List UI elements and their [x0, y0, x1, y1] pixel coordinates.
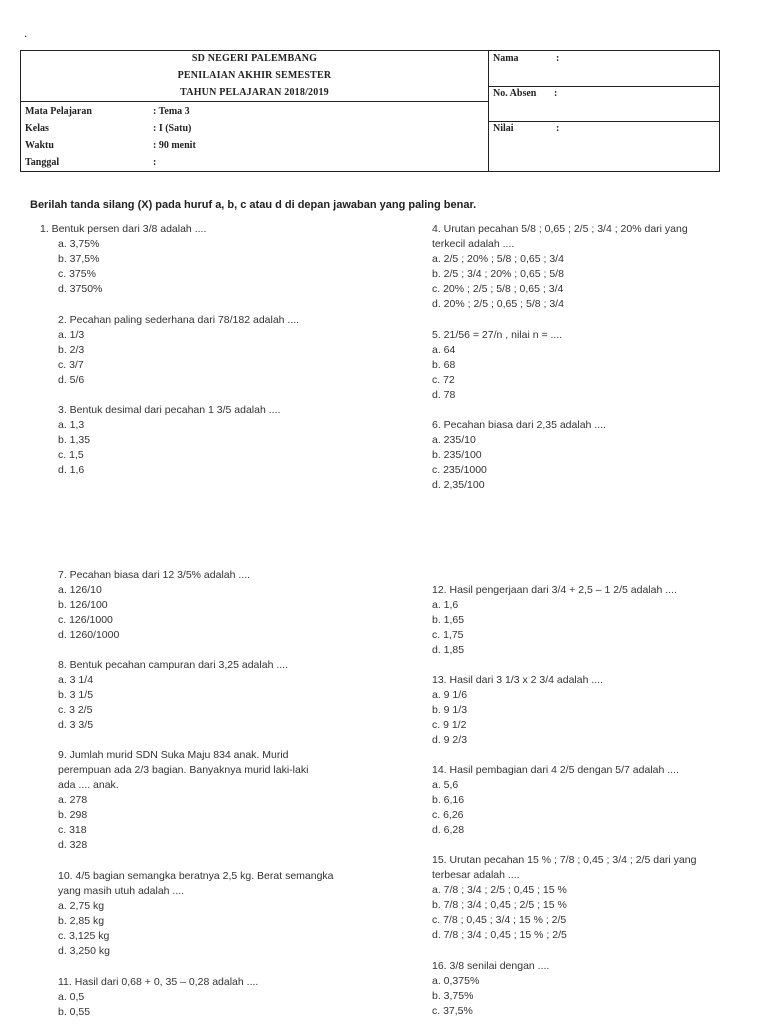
answer-option: b. 298 — [58, 809, 88, 821]
question-3 — [58, 403, 280, 478]
question-text: 14. Hasil pembagian dari 4 2/5 dengan 5/7 adalah .... — [432, 764, 679, 776]
answer-option: b. 126/100 — [58, 599, 108, 611]
question-16 — [432, 959, 549, 1019]
question-10 — [58, 869, 334, 959]
question-4 — [432, 222, 688, 312]
answer-option: b. 1,65 — [432, 614, 465, 626]
question-13 — [432, 673, 603, 748]
answer-option: a. 3,75% — [58, 238, 100, 250]
answer-option: b. 2/3 — [58, 344, 85, 356]
answer-option: a. 5,6 — [432, 779, 459, 791]
field-label-subject: Mata Pelajaran — [25, 106, 92, 117]
question-text: 8. Bentuk pecahan campuran dari 3,25 adalah .... — [58, 659, 288, 671]
field-label-absen: No. Absen — [493, 88, 537, 99]
field-value-name: : — [556, 53, 560, 64]
answer-option: a. 1,6 — [432, 599, 459, 611]
question-1 — [40, 222, 206, 297]
question-6 — [432, 418, 606, 493]
field-label-date: Tanggal — [25, 157, 60, 168]
question-text: terbesar adalah .... — [432, 869, 520, 881]
header-table — [20, 50, 720, 172]
question-text: 2. Pecahan paling sederhana dari 78/182 adalah .... — [58, 314, 300, 326]
answer-option: c. 1,75 — [432, 629, 464, 641]
question-2 — [58, 313, 299, 388]
answer-option: b. 7/8 ; 3/4 ; 0,45 ; 2/5 ; 15 % — [432, 899, 567, 911]
header-divider-right-2 — [488, 121, 720, 122]
answer-option: d. 3 3/5 — [58, 719, 94, 731]
question-text: 16. 3/8 senilai dengan .... — [432, 960, 550, 972]
answer-option: a. 235/10 — [432, 434, 476, 446]
question-text: 9. Jumlah murid SDN Suka Maju 834 anak. Murid — [58, 749, 289, 761]
question-5 — [432, 328, 562, 403]
answer-option: d. 1,6 — [58, 464, 85, 476]
answer-option: d. 328 — [58, 839, 88, 851]
answer-option: a. 0,5 — [58, 991, 85, 1003]
question-text: terkecil adalah .... — [432, 238, 515, 250]
question-text: 10. 4/5 bagian semangka beratnya 2,5 kg. Berat semangka — [58, 870, 334, 882]
question-text: 15. Urutan pecahan 15 % ; 7/8 ; 0,45 ; 3/4 ; 2/5 dari yang — [432, 854, 697, 866]
school-year: TAHUN PELAJARAN 2018/2019 — [180, 87, 329, 98]
answer-option: a. 9 1/6 — [432, 689, 468, 701]
instruction-text: Berilah tanda silang (X) pada huruf a, b, c atau d di depan jawaban yang paling benar. — [30, 199, 477, 211]
answer-option: d. 7/8 ; 3/4 ; 0,45 ; 15 % ; 2/5 — [432, 929, 567, 941]
question-12 — [432, 583, 677, 658]
answer-option: a. 1/3 — [58, 329, 85, 341]
answer-option: c. 318 — [58, 824, 87, 836]
field-value-score: : — [556, 123, 560, 134]
answer-option: a. 3 1/4 — [58, 674, 94, 686]
answer-option: d. 2,35/100 — [432, 479, 485, 491]
question-text: ada .... anak. — [58, 779, 119, 791]
question-9 — [58, 748, 308, 853]
answer-option: c. 72 — [432, 374, 455, 386]
answer-option: d. 3750% — [58, 283, 103, 295]
question-text: 4. Urutan pecahan 5/8 ; 0,65 ; 2/5 ; 3/4 ; 20% dari yang — [432, 223, 688, 235]
question-text: perempuan ada 2/3 bagian. Banyaknya murid laki-laki — [58, 764, 309, 776]
answer-option: c. 6,26 — [432, 809, 464, 821]
answer-option: b. 37,5% — [58, 253, 100, 265]
question-text: 12. Hasil pengerjaan dari 3/4 + 2,5 – 1 2/5 adalah .... — [432, 584, 677, 596]
answer-option: a. 0,375% — [432, 975, 480, 987]
header-divider-left — [21, 101, 488, 102]
answer-option: d. 1260/1000 — [58, 629, 120, 641]
answer-option: c. 3 2/5 — [58, 704, 93, 716]
answer-option: c. 3/7 — [58, 359, 84, 371]
question-8 — [58, 658, 288, 733]
field-value-subject: : Tema 3 — [153, 106, 190, 117]
exam-name: PENILAIAN AKHIR SEMESTER — [177, 70, 332, 81]
field-label-class: Kelas — [25, 123, 49, 134]
answer-option: c. 126/1000 — [58, 614, 113, 626]
answer-option: d. 1,85 — [432, 644, 465, 656]
question-text: 6. Pecahan biasa dari 2,35 adalah .... — [432, 419, 606, 431]
header-divider-vertical — [488, 51, 489, 171]
header-divider-right-1 — [488, 86, 720, 87]
answer-option: a. 64 — [432, 344, 456, 356]
answer-option: b. 68 — [432, 359, 456, 371]
question-text: 11. Hasil dari 0,68 + 0, 35 – 0,28 adalah .... — [58, 976, 259, 988]
question-text: 5. 21/56 = 27/n , nilai n = .... — [432, 329, 563, 341]
question-text: 3. Bentuk desimal dari pecahan 1 3/5 adalah .... — [58, 404, 281, 416]
answer-option: d. 3,250 kg — [58, 945, 110, 957]
field-label-name: Nama — [493, 53, 519, 64]
answer-option: b. 3 1/5 — [58, 689, 94, 701]
answer-option: a. 2,75 kg — [58, 900, 105, 912]
question-14 — [432, 763, 679, 838]
answer-option: a. 1,3 — [58, 419, 85, 431]
answer-option: b. 6,16 — [432, 794, 465, 806]
answer-option: b. 2/5 ; 3/4 ; 20% ; 0,65 ; 5/8 — [432, 268, 564, 280]
answer-option: c. 37,5% — [432, 1005, 473, 1017]
question-text: 13. Hasil dari 3 1/3 x 2 3/4 adalah .... — [432, 674, 604, 686]
answer-option: c. 20% ; 2/5 ; 5/8 ; 0,65 ; 3/4 — [432, 283, 564, 295]
stray-dot: . — [24, 26, 28, 40]
answer-option: c. 1,5 — [58, 449, 84, 461]
answer-option: a. 2/5 ; 20% ; 5/8 ; 0,65 ; 3/4 — [432, 253, 564, 265]
answer-option: b. 2,85 kg — [58, 915, 105, 927]
field-value-absen: : — [554, 88, 558, 99]
question-text: 7. Pecahan biasa dari 12 3/5% adalah .... — [58, 569, 251, 581]
answer-option: c. 235/1000 — [432, 464, 487, 476]
answer-option: b. 9 1/3 — [432, 704, 468, 716]
answer-option: d. 78 — [432, 389, 456, 401]
question-11 — [58, 975, 258, 1020]
question-text: 1. Bentuk persen dari 3/8 adalah .... — [40, 223, 207, 235]
field-value-class: : I (Satu) — [153, 123, 192, 134]
answer-option: c. 9 1/2 — [432, 719, 467, 731]
answer-option: a. 7/8 ; 3/4 ; 2/5 ; 0,45 ; 15 % — [432, 884, 567, 896]
field-value-date: : — [153, 157, 157, 168]
answer-option: b. 1,35 — [58, 434, 91, 446]
field-value-time: : 90 menit — [153, 140, 196, 151]
answer-option: c. 7/8 ; 0,45 ; 3/4 ; 15 % ; 2/5 — [432, 914, 567, 926]
field-label-time: Waktu — [25, 140, 54, 151]
answer-option: d. 9 2/3 — [432, 734, 468, 746]
answer-option: d. 20% ; 2/5 ; 0,65 ; 5/8 ; 3/4 — [432, 298, 564, 310]
answer-option: c. 375% — [58, 268, 96, 280]
answer-option: b. 0,55 — [58, 1006, 91, 1018]
answer-option: a. 278 — [58, 794, 88, 806]
school-name: SD NEGERI PALEMBANG — [191, 53, 318, 64]
question-7 — [58, 568, 250, 643]
answer-option: d. 6,28 — [432, 824, 465, 836]
field-label-score: Nilai — [493, 123, 514, 134]
answer-option: c. 3,125 kg — [58, 930, 110, 942]
answer-option: b. 235/100 — [432, 449, 482, 461]
question-15 — [432, 853, 696, 943]
answer-option: b. 3,75% — [432, 990, 474, 1002]
answer-option: d. 5/6 — [58, 374, 85, 386]
question-text: yang masih utuh adalah .... — [58, 885, 185, 897]
answer-option: a. 126/10 — [58, 584, 102, 596]
